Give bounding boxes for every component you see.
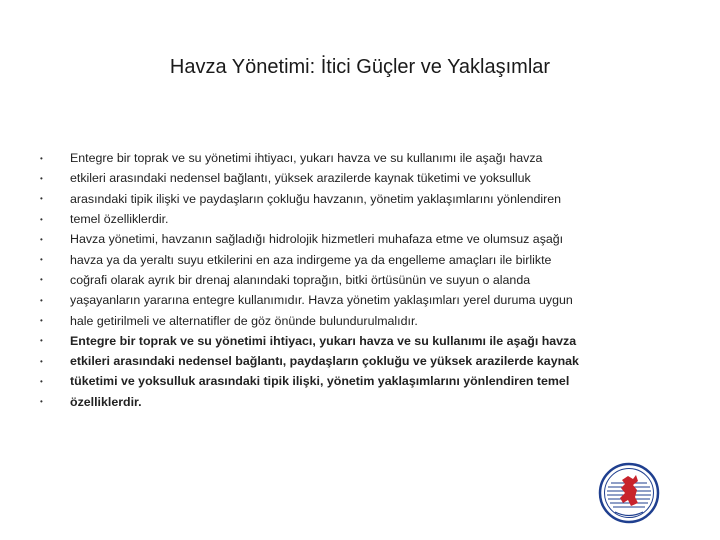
- bullet-marker: •: [40, 234, 43, 244]
- list-item-text: tüketimi ve yoksulluk arasındaki tipik ilişki, yönetim yaklaşımlarını yönlendiren temel: [70, 374, 570, 389]
- bullet-marker: •: [40, 295, 43, 305]
- list-item-text: Havza yönetimi, havzanın sağladığı hidrolojik hizmetleri muhafaza etme ve olumsuz aşağı: [70, 232, 564, 247]
- bullet-marker: •: [40, 376, 43, 386]
- bullet-marker: •: [40, 336, 43, 346]
- list-item-text: Entegre bir toprak ve su yönetimi ihtiyacı, yukarı havza ve su kullanımı ile aşağı havza: [70, 151, 543, 166]
- list-item-text: etkileri arasındaki nedensel bağlantı, paydaşların çokluğu ve yüksek arazilerde kaynak: [70, 354, 579, 369]
- list-item-text: özelliklerdir.: [70, 394, 142, 409]
- list-item-text: etkileri arasındaki nedensel bağlantı, yüksek arazilerde kaynak tüketimi ve yoksulluk: [70, 171, 531, 186]
- list-item: [40, 148, 660, 168]
- list-item-text: Entegre bir toprak ve su yönetimi ihtiyacı, yukarı havza ve su kullanımı ile aşağı havza: [70, 333, 577, 348]
- list-item: [40, 189, 660, 209]
- bullet-marker: •: [40, 194, 43, 204]
- bullet-marker: •: [40, 275, 43, 285]
- list-item: [40, 270, 660, 290]
- bullet-marker: •: [40, 397, 43, 407]
- list-item-text: arasındaki tipik ilişki ve paydaşların çokluğu havzanın, yönetim yaklaşımlarını yönlendiren: [70, 191, 562, 206]
- slide-title: Havza Yönetimi: İtici Güçler ve Yaklaşımlar: [169, 56, 551, 78]
- university-seal-icon: [598, 462, 660, 524]
- list-item: [40, 310, 660, 330]
- list-item: [40, 168, 660, 188]
- list-item: [40, 290, 660, 310]
- bullet-marker: •: [40, 214, 43, 224]
- bullet-marker: •: [40, 356, 43, 366]
- bullet-marker: •: [40, 316, 43, 326]
- bullet-marker: •: [40, 153, 43, 163]
- list-item: [40, 351, 660, 371]
- list-item: [40, 209, 660, 229]
- list-item: [40, 392, 660, 412]
- list-item-text: havza ya da yeraltı suyu etkilerini en aza indirgeme ya da engelleme amaçları ile birlikte: [70, 252, 552, 267]
- list-item: [40, 331, 660, 351]
- list-item: [40, 229, 660, 249]
- list-item-text: coğrafi olarak ayrık bir drenaj alanındaki toprağın, bitki örtüsünün ve suyun o alanda: [70, 272, 531, 287]
- list-item: [40, 249, 660, 269]
- bullet-marker: •: [40, 255, 43, 265]
- bullet-marker: •: [40, 173, 43, 183]
- list-item-text: yaşayanların yararına entegre kullanımıdır. Havza yönetim yaklaşımları yerel duruma uygun: [70, 293, 573, 308]
- list-item-text: hale getirilmeli ve alternatifler de göz önünde bulundurulmalıdır.: [70, 313, 418, 328]
- bullet-list: [40, 148, 660, 412]
- list-item: [40, 371, 660, 391]
- list-item-text: temel özelliklerdir.: [70, 212, 169, 227]
